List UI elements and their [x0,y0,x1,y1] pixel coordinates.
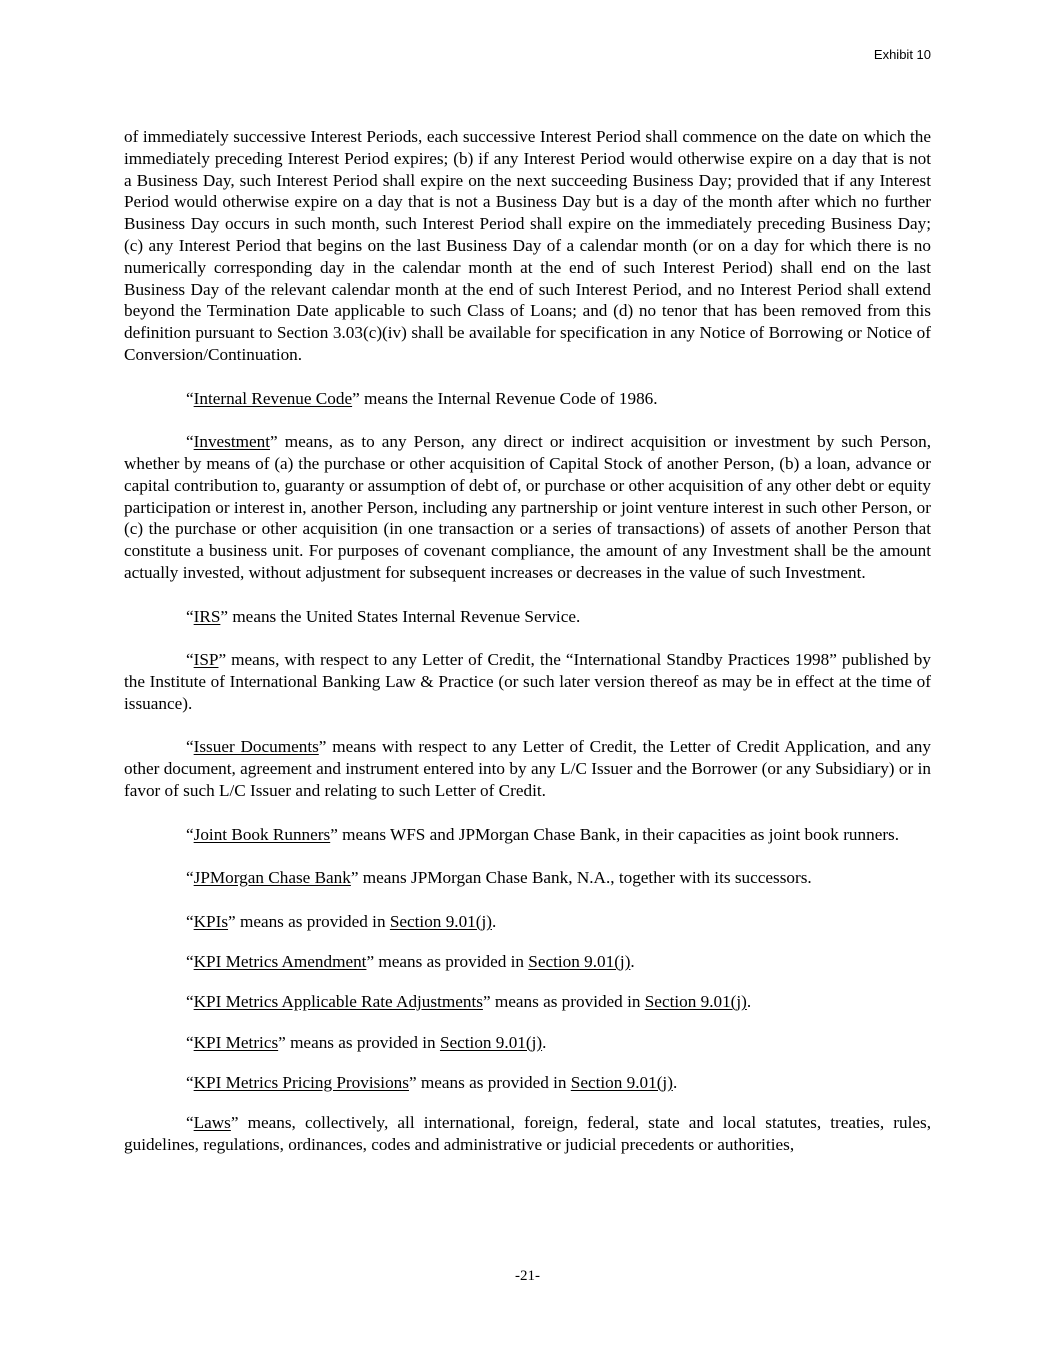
definition-issuer-documents: “Issuer Documents” means with respect to any Letter of Credit, the Letter of Credit Application, and any other document, agreement and instrument entered into by any L/C Issuer and the Borrower (or any Subsidiary) or in favor of such L/C Issuer and relating to such Letter of Credit. [124,737,931,800]
definition-kpi-metrics-applicable-rate-adjustments: “KPI Metrics Applicable Rate Adjustments” means as provided in Section 9.01(j). [186,992,752,1012]
definition-kpi-metrics-pricing-provisions: “KPI Metrics Pricing Provisions” means as provided in Section 9.01(j). [186,1072,678,1092]
defined-term: KPI Metrics Amendment [193,951,367,971]
defined-term: KPIs [193,911,229,931]
defined-term: ISP [193,650,219,670]
defined-term: KPI Metrics Applicable Rate Adjustments [193,992,483,1012]
defined-term: Joint Book Runners [193,824,331,844]
page-number: -21- [515,1268,540,1284]
definition-laws: “Laws” means, collectively, all international, foreign, federal, state and local statutes, treaties, rules, guidelines, regulations, ordinances, codes and administrative or judicial precedents or authorities, [124,1113,931,1154]
definition-jpmorgan-chase-bank: “JPMorgan Chase Bank” means JPMorgan Chase Bank, N.A., together with its successors. [186,868,812,888]
exhibit-label: Exhibit 10 [873,47,931,62]
definition-kpi-metrics-amendment: “KPI Metrics Amendment” means as provided in Section 9.01(j). [186,951,635,971]
defined-term: Investment [193,432,271,452]
definition-irs: “IRS” means the United States Internal Revenue Service. [186,606,581,626]
interest-period-continuation: of immediately successive Interest Periods, each successive Interest Period shall commence on the date on which the immediately preceding Interest Period expires; (b) if any Interest Period would otherwise expire on a day that is not a Business Day, such Interest Period shall expire on the next succeeding Business Day; provided that if any Interest Period would otherwise expire on a day that is not a Business Day but is a day of the month after which no further Business Day occurs in such month, such Interest Period shall expire on the immediately preceding Business Day; (c) any Interest Period that begins on the last Business Day of a calendar month (or on a day for which there is no numerically corresponding day in the calendar month at the end of such Interest Period) shall end on the last Business Day of the relevant calendar month at the end of such Interest Period, and no Interest Period shall extend beyond the Termination Date applicable to such Class of Loans; and (d) no tenor that has been removed from this definition pursuant to Section 3.03(c)(iv) shall be available for specification in any Notice of Borrowing or Notice of Conversion/Continuation. [124,127,931,364]
defined-term: Issuer Documents [193,737,319,757]
definition-joint-book-runners: “Joint Book Runners” means WFS and JPMorgan Chase Bank, in their capacities as joint book runners. [186,824,900,844]
definition-investment: “Investment” means, as to any Person, any direct or indirect acquisition or investment by such Person, whether by means of (a) the purchase or other acquisition of Capital Stock of another Person, (b) a loan, advance or capital contribution to, guaranty or assumption of debt of, or purchase or other acquisition of any other debt or equity participation or interest in, another Person, including any partnership or joint venture interest in such other Person, or (c) the purchase or other acquisition (in one transaction or a series of transactions) of assets of another Person that constitute a business unit. For purposes of covenant compliance, the amount of any Investment shall be the amount actually invested, without adjustment for subsequent increases or decreases in the value of such Investment. [124,432,931,582]
definition-isp: “ISP” means, with respect to any Letter of Credit, the “International Standby Practices 1998” published by the Institute of International Banking Law & Practice (or such later version thereof as may be in effect at the time of issuance). [124,650,931,713]
definition-kpis: “KPIs” means as provided in Section 9.01(j). [186,911,497,931]
defined-term: Internal Revenue Code [193,388,353,408]
defined-term: IRS [193,606,221,626]
definition-internal-revenue-code: “Internal Revenue Code” means the Internal Revenue Code of 1986. [186,388,658,408]
defined-term: Laws [193,1113,231,1133]
definition-kpi-metrics: “KPI Metrics” means as provided in Section 9.01(j). [186,1032,547,1052]
section-reference: Section 9.01(j) [528,951,631,971]
section-reference: Section 9.01(j) [570,1072,673,1092]
defined-term: KPI Metrics Pricing Provisions [193,1072,409,1092]
defined-term: JPMorgan Chase Bank [193,868,351,888]
section-reference: Section 9.01(j) [439,1032,543,1052]
document-body [124,126,931,1156]
section-reference: Section 9.01(j) [389,911,492,931]
section-reference: Section 9.01(j) [644,992,747,1012]
defined-term: KPI Metrics [193,1032,279,1052]
